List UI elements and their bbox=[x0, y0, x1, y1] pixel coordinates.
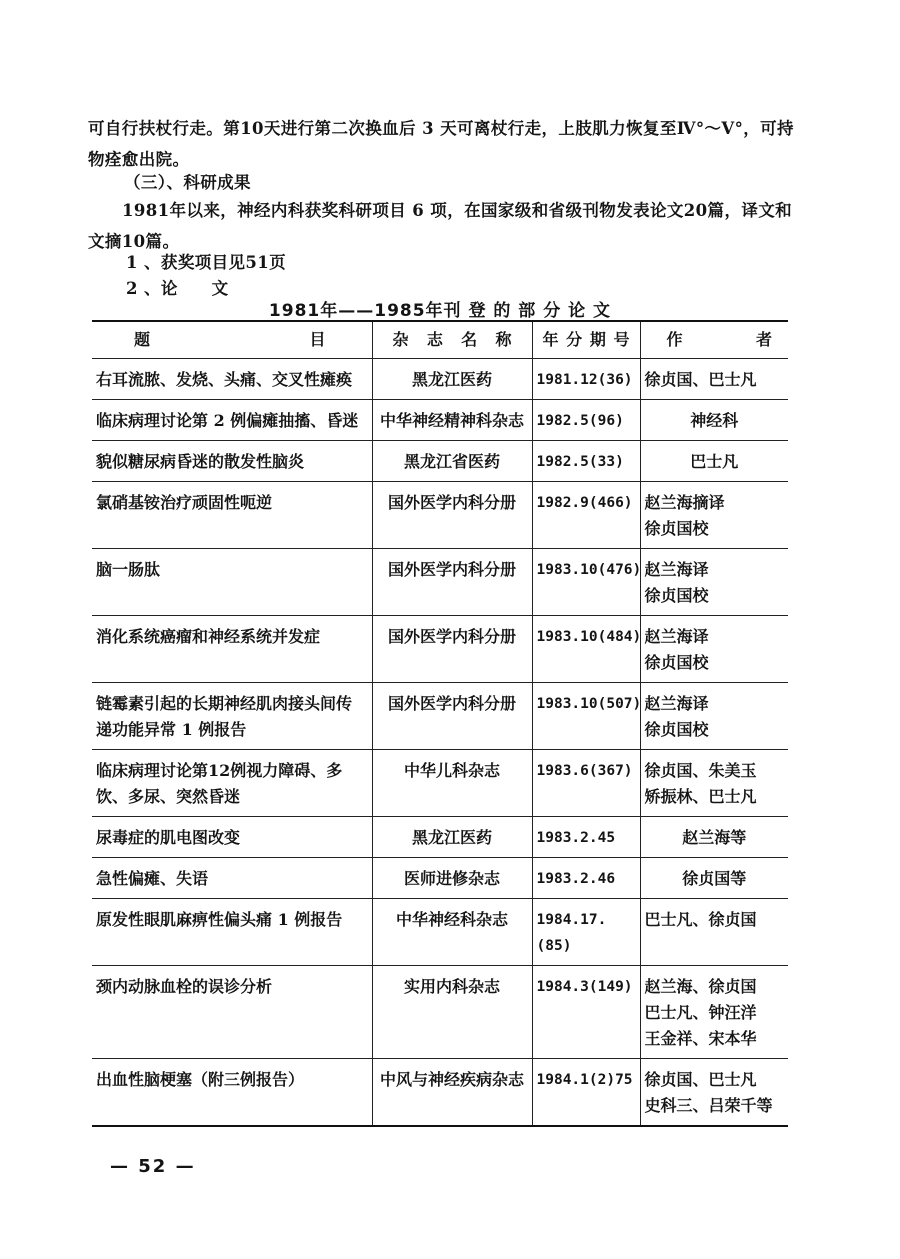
header-issue-char: 期 bbox=[589, 330, 606, 349]
paper-title: 急性偏瘫、失语 bbox=[92, 858, 372, 899]
journal-name: 黑龙江医药 bbox=[372, 817, 532, 858]
table-row bbox=[92, 899, 788, 966]
author-line: 矫振林、巴士凡 bbox=[644, 787, 757, 806]
authors bbox=[640, 1059, 788, 1127]
authors bbox=[640, 359, 788, 400]
author-line: 徐贞国、朱美玉 bbox=[644, 761, 757, 780]
journal-name: 中华神经科杂志 bbox=[372, 899, 532, 966]
author-line: 巴士凡、徐贞国 bbox=[644, 910, 757, 929]
journal-name: 国外医学内科分册 bbox=[372, 616, 532, 683]
authors bbox=[640, 817, 788, 858]
author-line: 徐贞国、巴士凡 bbox=[644, 370, 757, 389]
list-item-awards: 1 、获奖项目见51页 bbox=[126, 253, 287, 272]
authors bbox=[640, 482, 788, 549]
journal-name: 中华儿科杂志 bbox=[372, 750, 532, 817]
table-row bbox=[92, 549, 788, 616]
author-line: 赵兰海摘译 bbox=[644, 493, 725, 512]
table-row bbox=[92, 441, 788, 482]
papers-table bbox=[92, 320, 788, 1127]
table-caption: 1981年——1985年刊 登 的 部 分 论 文 bbox=[268, 301, 612, 321]
journal-name: 国外医学内科分册 bbox=[372, 482, 532, 549]
table-row bbox=[92, 858, 788, 899]
table-row bbox=[92, 966, 788, 1059]
paper-title: 临床病理讨论第 2 例偏瘫抽搐、昏迷 bbox=[92, 400, 372, 441]
issue-number: 1983.2.45 bbox=[532, 817, 640, 858]
section-heading: （三）、科研成果 bbox=[124, 173, 251, 192]
table-header-row bbox=[92, 321, 788, 359]
authors bbox=[640, 549, 788, 616]
issue-number: 1982.9(466) bbox=[532, 482, 640, 549]
journal-name: 黑龙江省医药 bbox=[372, 441, 532, 482]
list-item-papers: 2 、论 文 bbox=[126, 279, 229, 298]
table-row bbox=[92, 817, 788, 858]
journal-name: 实用内科杂志 bbox=[372, 966, 532, 1059]
authors bbox=[640, 441, 788, 482]
paper-title: 链霉素引起的长期神经肌肉接头间传递功能异常 1 例报告 bbox=[92, 683, 372, 750]
author-line: 徐贞国校 bbox=[644, 720, 709, 739]
author-line: 徐贞国校 bbox=[644, 519, 709, 538]
author-line: 巴士凡、钟汪洋 bbox=[644, 1003, 757, 1022]
author-line: 王金祥、宋本华 bbox=[644, 1029, 757, 1048]
authors bbox=[640, 899, 788, 966]
paper-title: 颈内动脉血栓的误诊分析 bbox=[92, 966, 372, 1059]
header-issue-char: 号 bbox=[613, 330, 630, 349]
issue-number: 1981.12(36) bbox=[532, 359, 640, 400]
paper-title: 右耳流脓、发烧、头痛、交叉性瘫痪 bbox=[92, 359, 372, 400]
table-row bbox=[92, 359, 788, 400]
header-issue-chars bbox=[537, 327, 636, 353]
header-title-char: 目 bbox=[309, 330, 326, 349]
header-author-char: 作 bbox=[666, 330, 683, 349]
authors bbox=[640, 616, 788, 683]
author-line: 赵兰海等 bbox=[682, 828, 747, 847]
header-journal-char: 称 bbox=[495, 330, 512, 349]
journal-name: 国外医学内科分册 bbox=[372, 683, 532, 750]
table-row bbox=[92, 400, 788, 441]
paper-title: 貌似糖尿病昏迷的散发性脑炎 bbox=[92, 441, 372, 482]
author-line: 赵兰海、徐贞国 bbox=[644, 977, 757, 996]
journal-name: 中风与神经疾病杂志 bbox=[372, 1059, 532, 1127]
journal-name: 医师进修杂志 bbox=[372, 858, 532, 899]
issue-number: 1982.5(96) bbox=[532, 400, 640, 441]
header-journal-char: 杂 bbox=[392, 330, 409, 349]
author-line: 赵兰海译 bbox=[644, 560, 709, 579]
header-title bbox=[92, 321, 372, 359]
author-line: 史科三、吕荣千等 bbox=[644, 1096, 773, 1115]
header-author-char: 者 bbox=[755, 330, 772, 349]
summary-paragraph: 1981年以来，神经内科获奖科研项目 6 项，在国家级和省级刊物发表论文20篇，译文和文摘10篇。 bbox=[88, 201, 793, 251]
paper-title: 尿毒症的肌电图改变 bbox=[92, 817, 372, 858]
continuation-paragraph: 可自行扶杖行走。第10天进行第二次换血后 3 天可离杖行走，上肢肌力恢复至Ⅳ°～Ⅴ°，可持物痊愈出院。 bbox=[88, 119, 794, 169]
authors bbox=[640, 858, 788, 899]
author-line: 赵兰海译 bbox=[644, 694, 709, 713]
header-issue-char: 分 bbox=[566, 330, 583, 349]
header-issue-char: 年 bbox=[542, 330, 559, 349]
paper-title: 脑一肠肽 bbox=[92, 549, 372, 616]
paper-title: 出血性脑梗塞（附三例报告） bbox=[92, 1059, 372, 1127]
header-author bbox=[640, 321, 788, 359]
author-line: 神经科 bbox=[690, 411, 739, 430]
paper-title: 氯硝基铵治疗顽固性呃逆 bbox=[92, 482, 372, 549]
paper-title: 消化系统癌瘤和神经系统并发症 bbox=[92, 616, 372, 683]
issue-number: 1984.3(149) bbox=[532, 966, 640, 1059]
journal-name: 国外医学内科分册 bbox=[372, 549, 532, 616]
issue-number: 1983.10(484) bbox=[532, 616, 640, 683]
paper-title: 临床病理讨论第12例视力障碍、多饮、多尿、突然昏迷 bbox=[92, 750, 372, 817]
authors bbox=[640, 750, 788, 817]
issue-number: 1983.10(476) bbox=[532, 549, 640, 616]
header-title-char: 题 bbox=[134, 330, 151, 349]
issue-number: 1984.1(2)75 bbox=[532, 1059, 640, 1127]
journal-name: 中华神经精神科杂志 bbox=[372, 400, 532, 441]
authors bbox=[640, 683, 788, 750]
authors bbox=[640, 966, 788, 1059]
issue-number: 1983.10(507) bbox=[532, 683, 640, 750]
header-title-chars bbox=[96, 327, 368, 353]
table-body bbox=[92, 359, 788, 1127]
authors bbox=[640, 400, 788, 441]
table-row bbox=[92, 482, 788, 549]
author-line: 赵兰海译 bbox=[644, 627, 709, 646]
author-line: 徐贞国等 bbox=[682, 869, 747, 888]
table-row bbox=[92, 683, 788, 750]
table-row bbox=[92, 616, 788, 683]
author-line: 徐贞国校 bbox=[644, 586, 709, 605]
header-journal-chars bbox=[377, 327, 528, 353]
author-line: 巴士凡 bbox=[690, 452, 739, 471]
header-journal-char: 志 bbox=[426, 330, 443, 349]
issue-number: 1982.5(33) bbox=[532, 441, 640, 482]
author-line: 徐贞国校 bbox=[644, 653, 709, 672]
table-row bbox=[92, 1059, 788, 1127]
header-journal bbox=[372, 321, 532, 359]
header-issue bbox=[532, 321, 640, 359]
journal-name: 黑龙江医药 bbox=[372, 359, 532, 400]
header-author-chars bbox=[645, 327, 785, 353]
header-journal-char: 名 bbox=[461, 330, 478, 349]
page-number: — 52 — bbox=[110, 1156, 196, 1177]
author-line: 徐贞国、巴士凡 bbox=[644, 1070, 757, 1089]
issue-number: 1983.6(367) bbox=[532, 750, 640, 817]
table-row bbox=[92, 750, 788, 817]
issue-number: 1984.17.(85) bbox=[532, 899, 640, 966]
paper-title: 原发性眼肌麻痹性偏头痛 1 例报告 bbox=[92, 899, 372, 966]
issue-number: 1983.2.46 bbox=[532, 858, 640, 899]
